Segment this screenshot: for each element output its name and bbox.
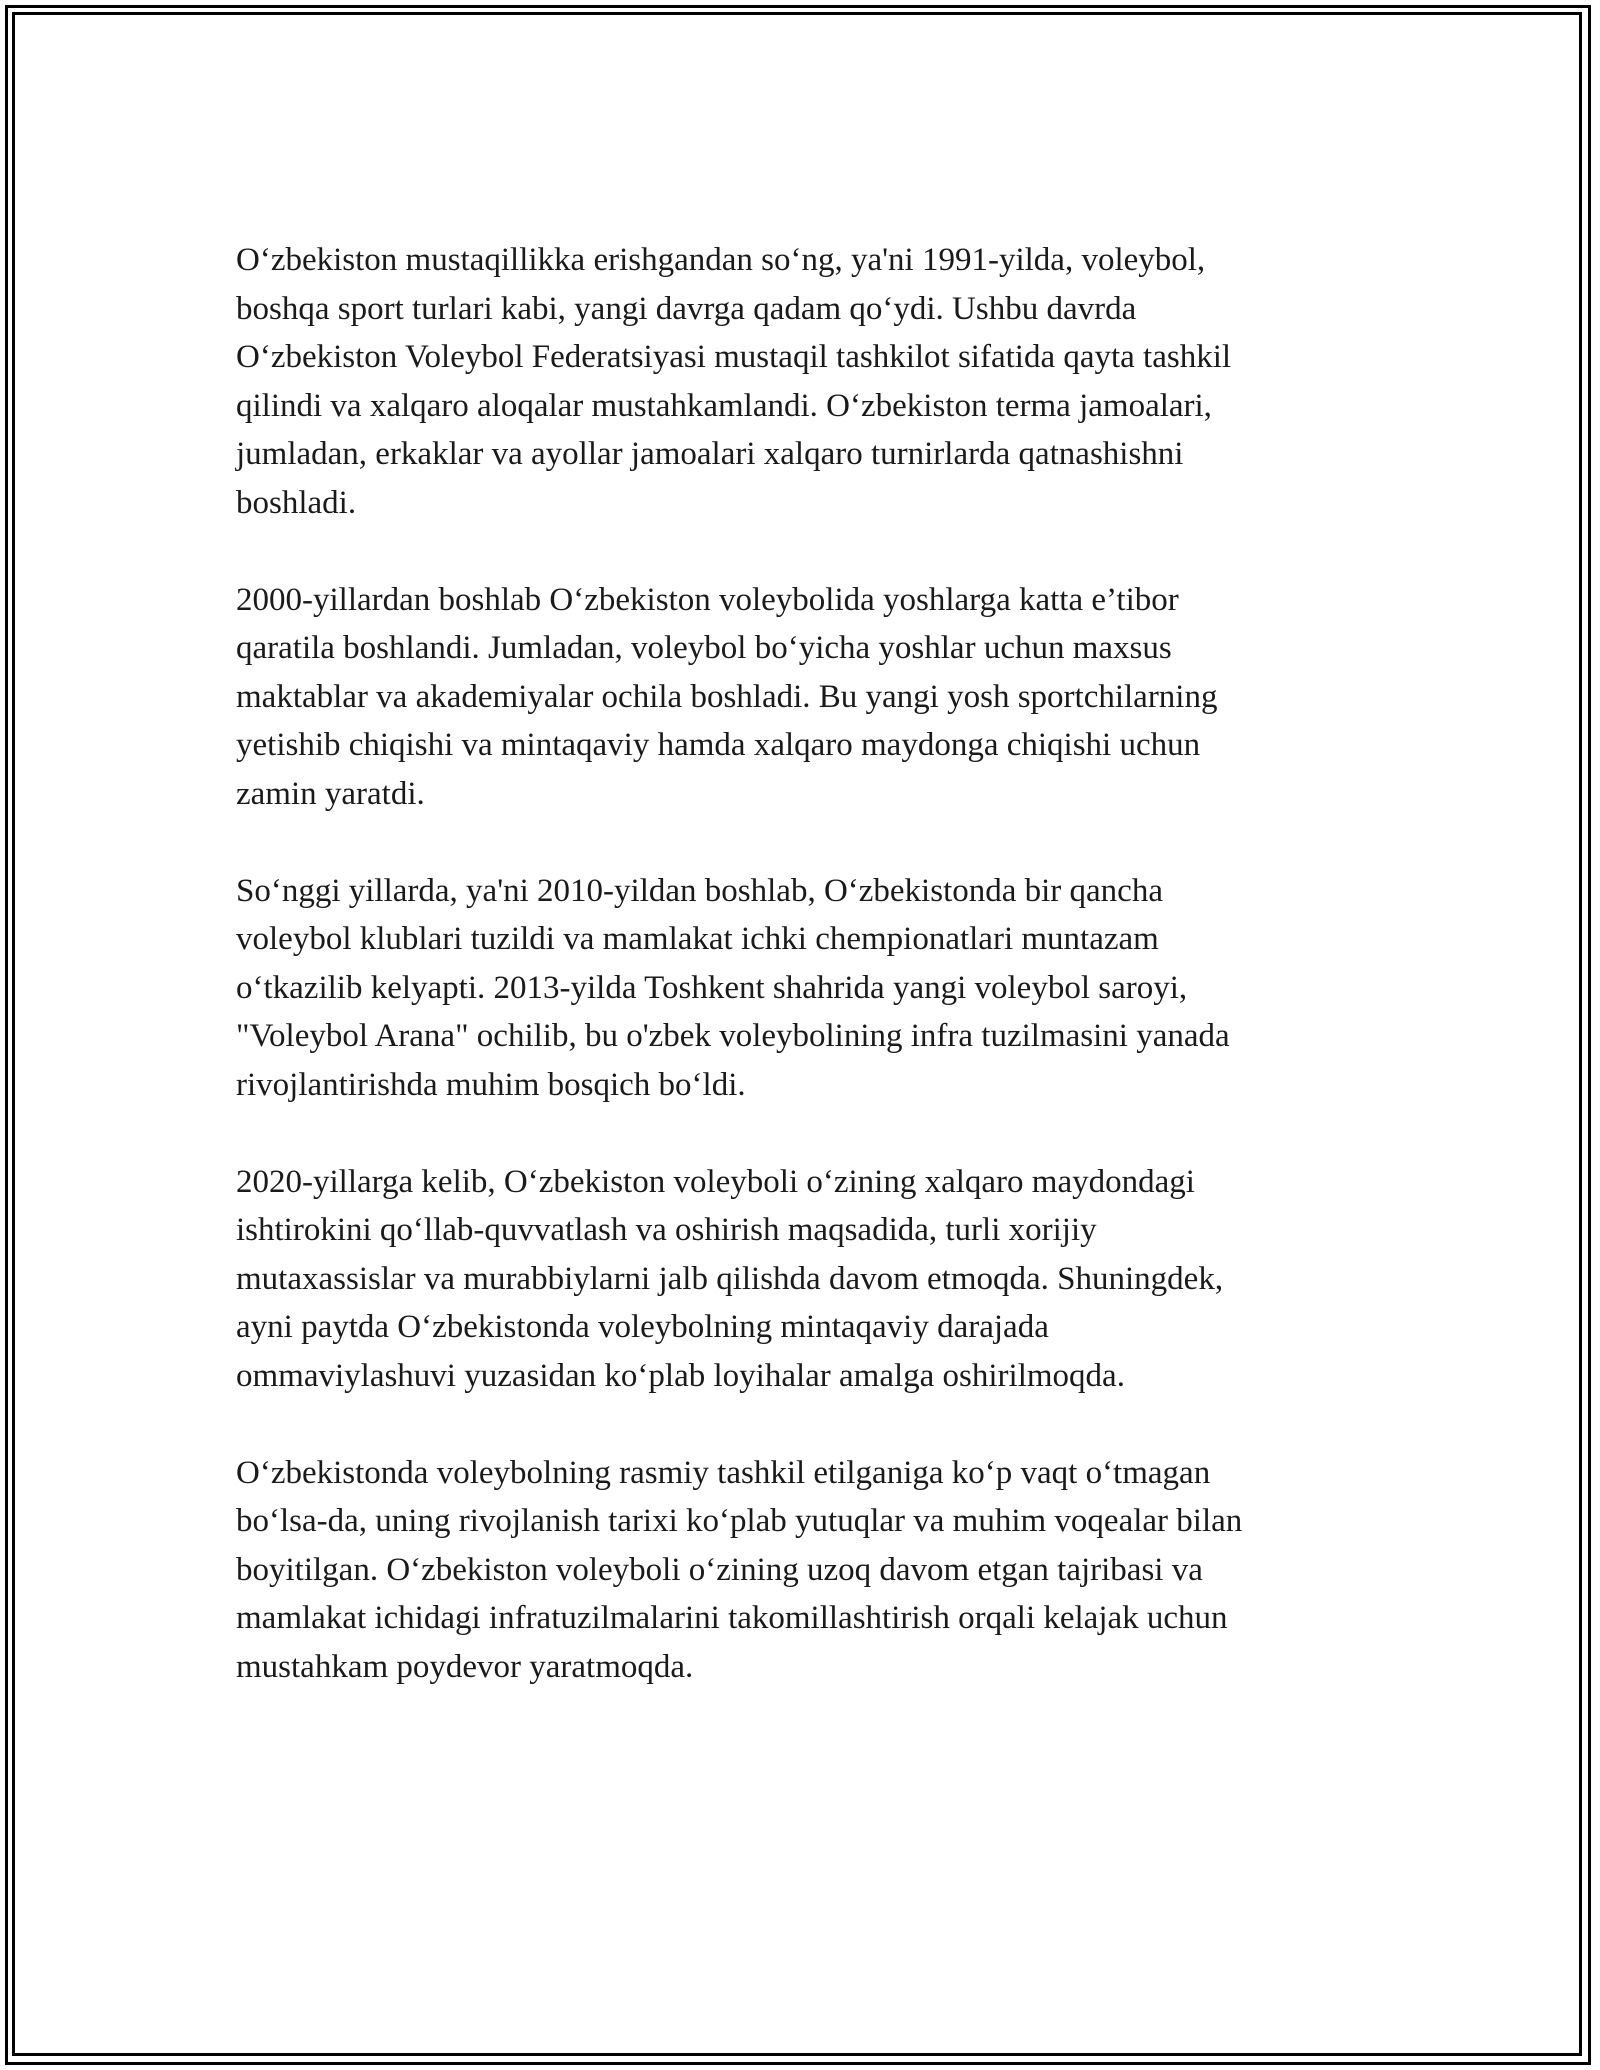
text-line: O‘zbekiston mustaqillikka erishgandan so‘ng, ya'ni 1991-yilda, voleybol, — [236, 242, 1206, 278]
paragraph-independence — [236, 236, 1376, 527]
text-line: bo‘lsa-da, uning rivojlanish tarixi ko‘plab yutuqlar va muhim voqealar bilan — [236, 1503, 1243, 1539]
text-line: voleybol klublari tuzildi va mamlakat ichki chempionatlari muntazam — [236, 921, 1159, 957]
text-line: boyitilgan. O‘zbekiston voleyboli o‘zining uzoq davom etgan tajribasi va — [236, 1551, 1203, 1588]
text-line: 2000-yillardan boshlab O‘zbekiston voleybolida yoshlarga katta e’tibor — [236, 581, 1179, 618]
text-line: 2020-yillarga kelib, O‘zbekiston voleyboli o‘zining xalqaro maydondagi — [236, 1163, 1195, 1200]
text-line: boshladi. — [236, 484, 357, 521]
text-line: qilindi va xalqaro aloqalar mustahkamlandi. O‘zbekiston terma jamoalari, — [236, 387, 1212, 424]
paragraph-2000s — [236, 576, 1376, 819]
text-line: maktablar va akademiyalar ochila boshladi. Bu yangi yosh sportchilarning — [236, 678, 1218, 715]
text-line: ayni paytda O‘zbekistonda voleybolning mintaqaviy darajada — [236, 1309, 1049, 1345]
text-line: zamin yaratdi. — [236, 775, 425, 812]
text-line: "Voleybol Arana" ochilib, bu o'zbek voleybolining infra tuzilmasini yanada — [236, 1018, 1230, 1054]
text-line: boshqa sport turlari kabi, yangi davrga qadam qo‘ydi. Ushbu davrda — [236, 290, 1137, 327]
text-line: O‘zbekistonda voleybolning rasmiy tashkil etilganiga ko‘p vaqt o‘tmagan — [236, 1454, 1211, 1491]
text-line: So‘nggi yillarda, ya'ni 2010-yildan boshlab, O‘zbekistonda bir qancha — [236, 872, 1163, 909]
text-line: rivojlantirishda muhim bosqich bo‘ldi. — [236, 1066, 746, 1103]
document-body — [236, 236, 1376, 1740]
text-line: O‘zbekiston Voleybol Federatsiyasi mustaqil tashkilot sifatida qayta tashkil — [236, 339, 1232, 375]
text-line: mutaxassislar va murabbiylarni jalb qilishda davom etmoqda. Shuningdek, — [236, 1260, 1224, 1297]
paragraph-conclusion — [236, 1449, 1376, 1692]
text-line: jumladan, erkaklar va ayollar jamoalari xalqaro turnirlarda qatnashishni — [236, 436, 1184, 472]
text-line: mustahkam poydevor yaratmoqda. — [236, 1648, 694, 1685]
text-line: ommaviylashuvi yuzasidan ko‘plab loyihalar amalga oshirilmoqda. — [236, 1357, 1125, 1394]
text-line: yetishib chiqishi va mintaqaviy hamda xalqaro maydonga chiqishi uchun — [236, 727, 1201, 763]
paragraph-2010s — [236, 867, 1376, 1110]
paragraph-2020s — [236, 1158, 1376, 1401]
text-line: o‘tkazilib kelyapti. 2013-yilda Toshkent shahrida yangi voleybol saroyi, — [236, 969, 1188, 1006]
text-line: qaratila boshlandi. Jumladan, voleybol bo‘yicha yoshlar uchun maxsus — [236, 630, 1172, 666]
text-line: mamlakat ichidagi infratuzilmalarini takomillashtirish orqali kelajak uchun — [236, 1600, 1228, 1636]
text-line: ishtirokini qo‘llab-quvvatlash va oshirish maqsadida, turli xorijiy — [236, 1212, 1097, 1248]
